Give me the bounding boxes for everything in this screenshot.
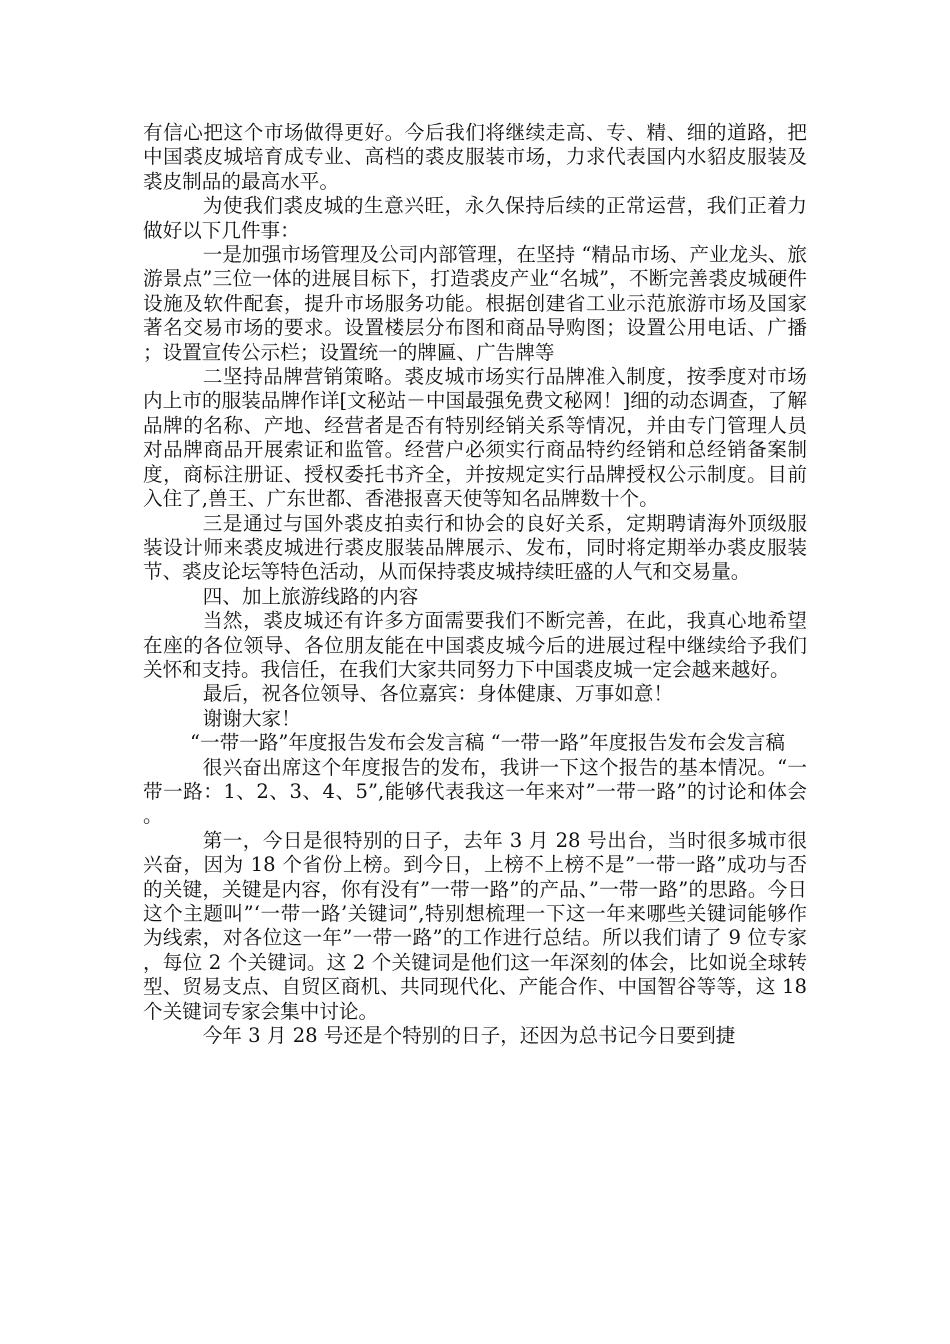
- paragraph-market-confidence: 有信心把这个市场做得更好。今后我们将继续走高、专、精、细的道路，把中国裘皮城培育成专业、高档的裘皮服装市场，力求代表国内水貂皮服装及裘皮制品的最高水平。: [143, 121, 807, 193]
- paragraph-report-title: “一带一路”年度报告发布会发言稿 “一带一路”年度报告发布会发言稿: [190, 731, 785, 755]
- paragraph-closing-hope: 当然，裘皮城还有许多方面需要我们不断完善，在此，我真心地希望在座的各位领导、各位朋友能在中国裘皮城今后的进展过程中继续给予我们关怀和支持。我信任，在我们大家共同努力下中国裘皮城一定会越来越好。: [143, 609, 807, 681]
- paragraph-report-first: 第一，今日是很特别的日子，去年 3 月 28 号出台，当时很多城市很兴奋，因为 18 个省份上榜。到今日，上榜不上榜不是”一带一路”成功与否的关键，关键是内容，你有没有”一带一路”的产品、”一带一路”的思路。今日这个主题叫”‘一带一路’关键词”,特别想梳理一下这一年来哪些关键词能够作为线索，对各位这一年”一带一路”的工作进行总结。所以我们请了 9 位专家，每位 2 个关键词。这 2 个关键词是他们这一年深刻的体会，比如说全球转型、贸易支点、自贸区商机、共同现代化、产能合作、中国智谷等等，这 18 个关键词专家会集中讨论。: [143, 828, 807, 1023]
- paragraph-task-four: 四、加上旅游线路的内容: [202, 584, 419, 608]
- paragraph-tasks-intro: 为使我们裘皮城的生意兴旺，永久保持后续的正常运营，我们正着力做好以下几件事：: [143, 194, 807, 242]
- paragraph-thanks: 谢谢大家！: [202, 706, 301, 730]
- paragraph-task-one: 一是加强市场管理及公司内部管理，在坚持 “精品市场、产业龙头、旅游景点”三位一体的进展目标下，打造裘皮产业“名城”，不断完善裘皮城硬件设施及软件配套，提升市场服务功能。根据创建省工业示范旅游市场及国家著名交易市场的要求。设置楼层分布图和商品导购图；设置公用电话、广播；设置宣传公示栏；设置统一的牌匾、广告牌等: [143, 243, 807, 364]
- paragraph-task-two: 二坚持品牌营销策略。裘皮城市场实行品牌准入制度，按季度对市场内上市的服装品牌作详[文秘站－中国最强免费文秘网！]细的动态调查，了解品牌的名称、产地、经营者是否有特别经销关系等情况，并由专门管理人员对品牌商品开展索证和监管。经营户必须实行商品特约经销和总经销备案制度，商标注册证、授权委托书齐全，并按规定实行品牌授权公示制度。目前入住了,兽王、广东世都、香港报喜天使等知名品牌数十个。: [143, 365, 807, 511]
- paragraph-task-three: 三是通过与国外裘皮拍卖行和协会的良好关系，定期聘请海外顶级服装设计师来裘皮城进行裘皮服装品牌展示、发布，同时将定期举办裘皮服装节、裘皮论坛等特色活动，从而保持裘皮城持续旺盛的人气和交易量。: [143, 511, 807, 584]
- paragraph-best-wishes: 最后，祝各位领导、各位嘉宾：身体健康、万事如意！: [202, 682, 674, 706]
- paragraph-report-date: 今年 3 月 28 号还是个特别的日子，还因为总书记今日要到捷: [202, 1024, 736, 1048]
- document-page: [143, 121, 807, 1048]
- paragraph-report-intro: 很兴奋出席这个年度报告的发布，我讲一下这个报告的基本情况。“一带一路：1、2、3、4、5”,能够代表我这一年来对”一带一路”的讨论和体会。: [143, 755, 807, 828]
